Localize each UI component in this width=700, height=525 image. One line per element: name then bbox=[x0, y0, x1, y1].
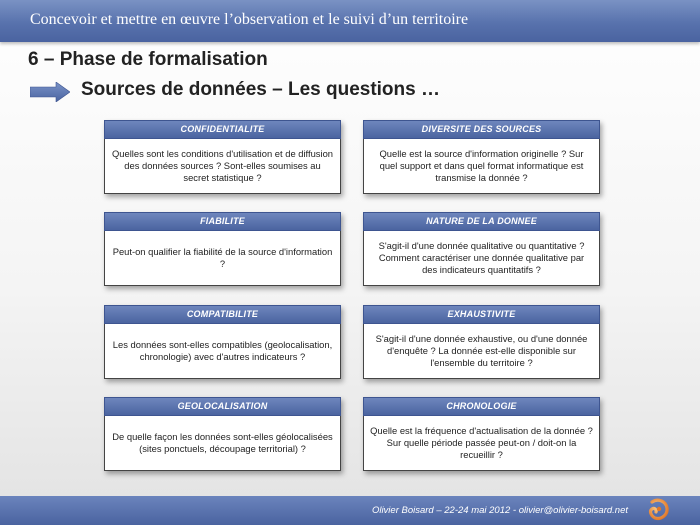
card-confidentialite bbox=[104, 120, 341, 194]
card-text: Quelle est la fréquence d'actualisation de la donnée ? Sur quelle période passée peut-on / doit-on la recueillir ? bbox=[370, 425, 593, 460]
card-text: Quelle est la source d'information originelle ? Sur quel support et dans quel format informatique est transmise la donnée ? bbox=[379, 148, 584, 183]
card-exhaustivite bbox=[363, 305, 600, 379]
card-text: De quelle façon les données sont-elles géolocalisées (sites ponctuels, découpage territorial) ? bbox=[112, 431, 333, 454]
card-fiabilite bbox=[104, 212, 341, 286]
card-text: S'agit-il d'une donnée qualitative ou quantitative ? Comment caractériser une donnée qualitative par des indicateurs quantitatifs ? bbox=[378, 240, 585, 275]
right-arrow-icon bbox=[30, 82, 70, 102]
logo-icon bbox=[648, 498, 670, 522]
header-bar bbox=[0, 0, 700, 42]
card-nature-de-la-donnee bbox=[363, 212, 600, 286]
card-chronologie bbox=[363, 397, 600, 471]
card-title: GEOLOCALISATION bbox=[104, 397, 341, 416]
presentation-title: Concevoir et mettre en œuvre l’observation et le suivi d’un territoire bbox=[30, 11, 469, 28]
card-compatibilite bbox=[104, 305, 341, 379]
footer-text: Olivier Boisard – 22-24 mai 2012 - olivier@olivier-boisard.net bbox=[371, 505, 628, 516]
card-text: S'agit-il d'une donnée exhaustive, ou d'une donnée d'enquête ? La donnée est-elle disponible sur l'ensemble du territoire ? bbox=[375, 333, 588, 368]
card-diversite-des-sources bbox=[363, 120, 600, 194]
card-geolocalisation bbox=[104, 397, 341, 471]
slide-subtitle: Sources de données – Les questions … bbox=[81, 79, 440, 100]
card-text: Peut-on qualifier la fiabilité de la source d'information ? bbox=[112, 246, 333, 269]
card-text: Les données sont-elles compatibles (geolocalisation, chronologie) avec d'autres indicateurs ? bbox=[112, 339, 333, 362]
card-title: NATURE DE LA DONNEE bbox=[363, 212, 600, 231]
card-title: EXHAUSTIVITE bbox=[363, 305, 600, 324]
card-title: CONFIDENTIALITE bbox=[104, 120, 341, 139]
card-title: CHRONOLOGIE bbox=[363, 397, 600, 416]
card-text: Quelles sont les conditions d'utilisation et de diffusion des données sources ? Sont-elles soumises au secret statistique ? bbox=[111, 148, 334, 183]
section-title: 6 – Phase de formalisation bbox=[28, 49, 268, 70]
card-title: DIVERSITE DES SOURCES bbox=[363, 120, 600, 139]
card-title: FIABILITE bbox=[104, 212, 341, 231]
card-title: COMPATIBILITE bbox=[104, 305, 341, 324]
